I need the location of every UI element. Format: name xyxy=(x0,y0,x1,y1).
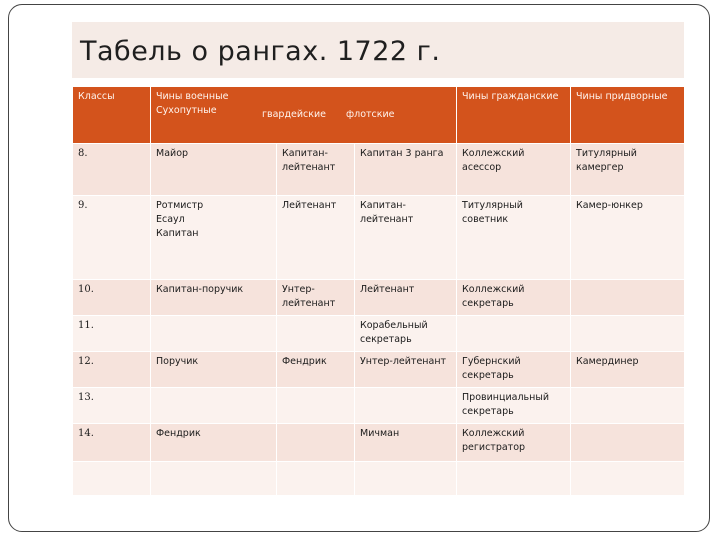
cell-navy xyxy=(355,462,457,496)
cell-navy: Унтер-лейтенант xyxy=(355,352,457,388)
cell-guard: Капитан- лейтенант xyxy=(277,144,355,196)
cell-cls: 14. xyxy=(73,424,151,462)
cell-land: Капитан-поручик xyxy=(151,280,277,316)
cell-civil: Провинциальный секретарь xyxy=(457,388,571,424)
ranks-table xyxy=(72,86,685,496)
cell-land xyxy=(151,462,277,496)
header-court xyxy=(571,87,685,144)
table-row xyxy=(73,352,685,388)
cell-land xyxy=(151,388,277,424)
cell-navy: Мичман xyxy=(355,424,457,462)
cell-civil: Губернский секретарь xyxy=(457,352,571,388)
table-row xyxy=(73,196,685,280)
cell-navy: Капитан-лейтенант xyxy=(355,196,457,280)
header-court-label: Чины придворные xyxy=(576,91,668,102)
cell-court: Камердинер xyxy=(571,352,685,388)
table-row xyxy=(73,316,685,352)
cell-court xyxy=(571,462,685,496)
table-row xyxy=(73,424,685,462)
cell-navy xyxy=(355,388,457,424)
header-classes xyxy=(73,87,151,144)
cell-civil: Коллежский регистратор xyxy=(457,424,571,462)
header-guard-label: гвардейские xyxy=(262,109,327,120)
cell-guard xyxy=(277,316,355,352)
header-row xyxy=(73,87,685,144)
table-row xyxy=(73,388,685,424)
cell-land: Майор xyxy=(151,144,277,196)
cell-guard: Унтер- лейтенант xyxy=(277,280,355,316)
cell-navy: Лейтенант xyxy=(355,280,457,316)
cell-land: Поручик xyxy=(151,352,277,388)
cell-civil xyxy=(457,316,571,352)
cell-guard xyxy=(277,424,355,462)
table-row xyxy=(73,462,685,496)
table-row xyxy=(73,144,685,196)
cell-land: Ротмистр Есаул Капитан xyxy=(151,196,277,280)
cell-court xyxy=(571,424,685,462)
header-navy-label: флотские xyxy=(346,109,395,120)
cell-guard: Лейтенант xyxy=(277,196,355,280)
cell-cls: 10. xyxy=(73,280,151,316)
cell-guard: Фендрик xyxy=(277,352,355,388)
cell-court: Титулярный камергер xyxy=(571,144,685,196)
cell-land: Фендрик xyxy=(151,424,277,462)
cell-civil: Коллежский секретарь xyxy=(457,280,571,316)
cell-land xyxy=(151,316,277,352)
cell-civil: Титулярный советник xyxy=(457,196,571,280)
slide-title: Табель о рангах. 1722 г. xyxy=(80,36,441,67)
cell-civil xyxy=(457,462,571,496)
cell-cls: 12. xyxy=(73,352,151,388)
cell-civil: Коллежский асессор xyxy=(457,144,571,196)
header-civil-label: Чины гражданские xyxy=(462,91,559,102)
cell-cls: 9. xyxy=(73,196,151,280)
header-civil xyxy=(457,87,571,144)
cell-court: Камер-юнкер xyxy=(571,196,685,280)
cell-cls xyxy=(73,462,151,496)
cell-cls: 8. xyxy=(73,144,151,196)
cell-guard xyxy=(277,388,355,424)
header-military-label: Чины военные xyxy=(156,91,229,102)
header-classes-label: Классы xyxy=(78,91,115,102)
cell-navy: Капитан 3 ранга xyxy=(355,144,457,196)
cell-cls: 11. xyxy=(73,316,151,352)
cell-court xyxy=(571,388,685,424)
cell-guard xyxy=(277,462,355,496)
header-military xyxy=(151,87,457,144)
cell-cls: 13. xyxy=(73,388,151,424)
cell-court xyxy=(571,280,685,316)
cell-court xyxy=(571,316,685,352)
header-land-label: Сухопутные xyxy=(156,105,217,116)
cell-navy: Корабельный секретарь xyxy=(355,316,457,352)
table-row xyxy=(73,280,685,316)
